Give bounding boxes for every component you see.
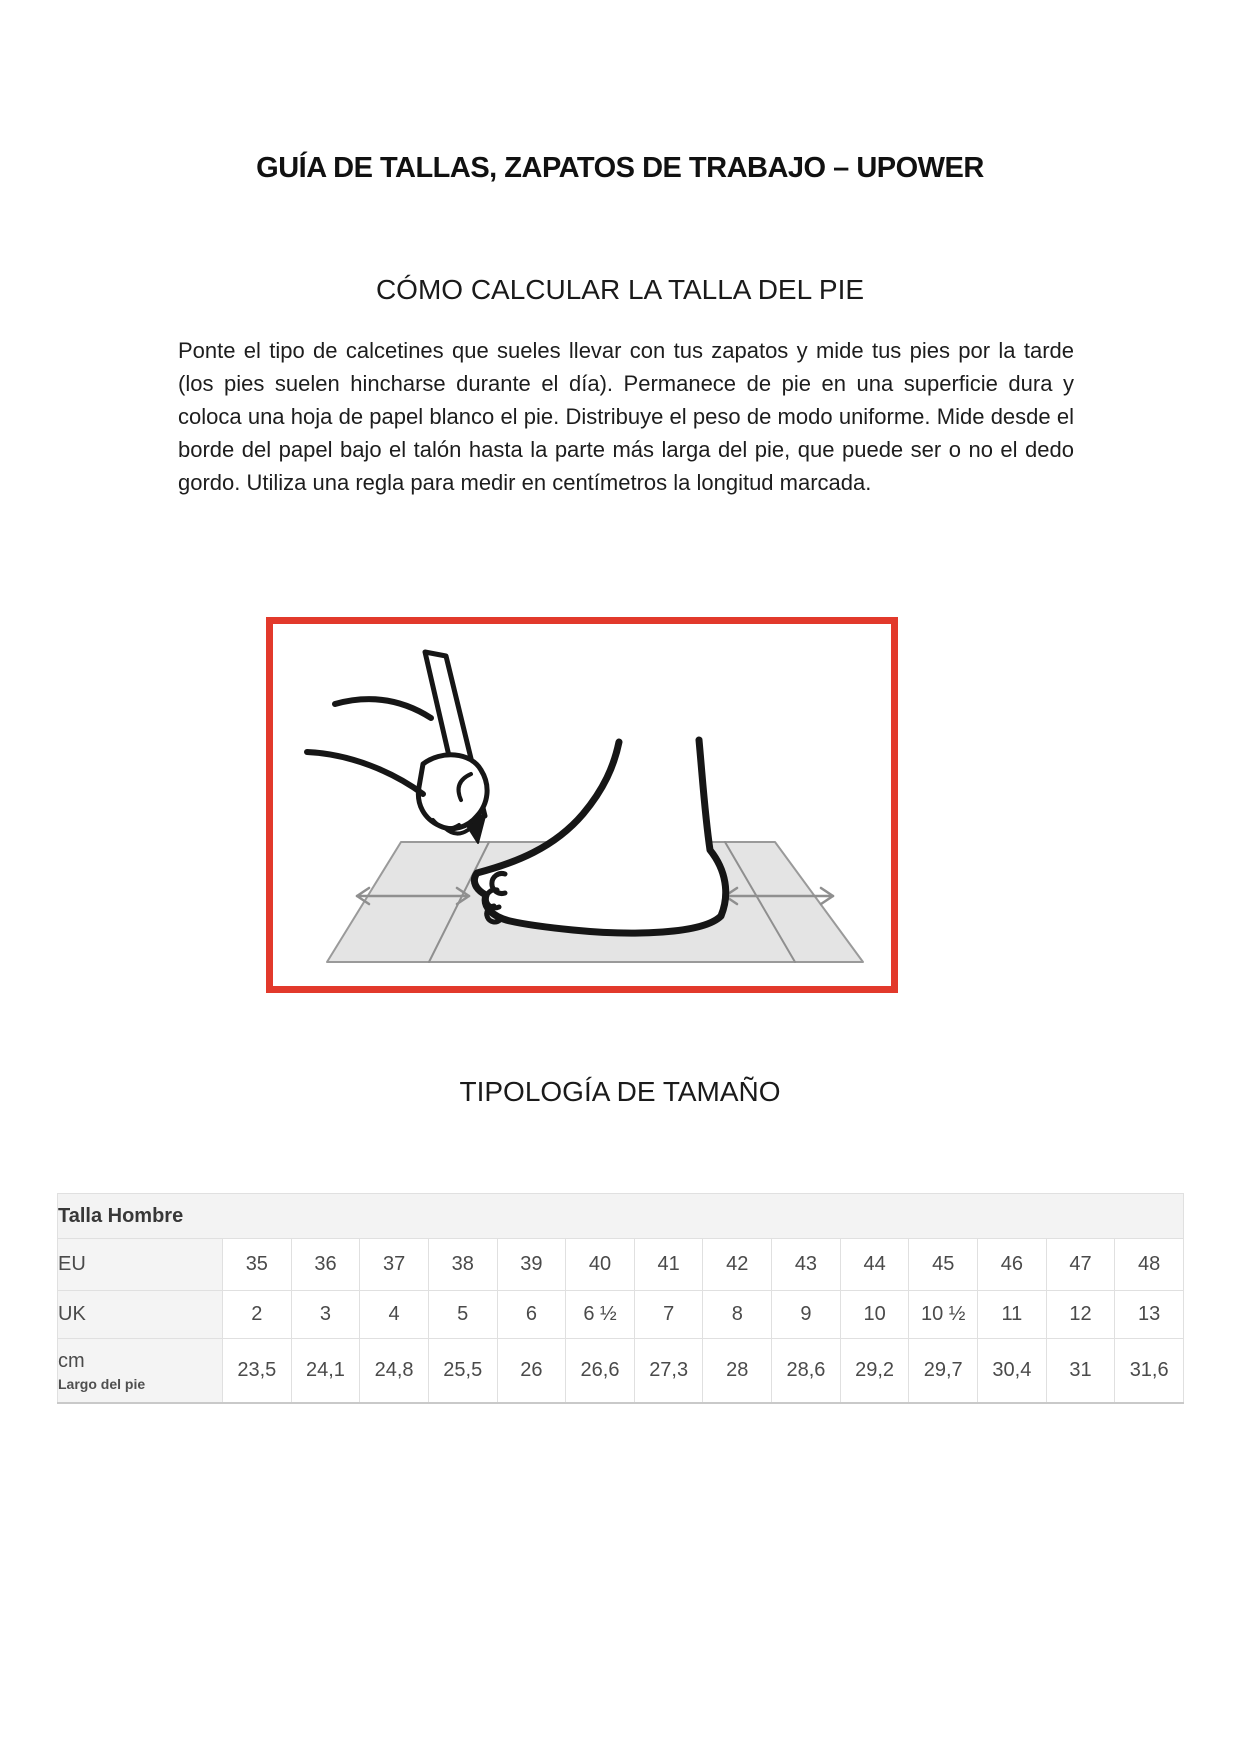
size-table bbox=[57, 1193, 1184, 1404]
size-cell: 31,6 bbox=[1115, 1339, 1184, 1404]
size-cell: 3 bbox=[291, 1291, 360, 1339]
table-title: Talla Hombre bbox=[58, 1194, 1184, 1239]
size-cell: 30,4 bbox=[978, 1339, 1047, 1404]
size-cell: 6 ½ bbox=[566, 1291, 635, 1339]
size-cell: 39 bbox=[497, 1239, 566, 1291]
size-cell: 24,1 bbox=[291, 1339, 360, 1404]
size-cell: 29,2 bbox=[840, 1339, 909, 1404]
size-cell: 27,3 bbox=[634, 1339, 703, 1404]
section-heading-size-typology: TIPOLOGÍA DE TAMAÑO bbox=[459, 1076, 781, 1107]
table-title-row bbox=[58, 1194, 1184, 1239]
size-cell: 44 bbox=[840, 1239, 909, 1291]
size-cell: 35 bbox=[223, 1239, 292, 1291]
size-cell: 23,5 bbox=[223, 1339, 292, 1404]
size-cell: 41 bbox=[634, 1239, 703, 1291]
size-cell: 2 bbox=[223, 1291, 292, 1339]
size-cell: 4 bbox=[360, 1291, 429, 1339]
size-cell: 31 bbox=[1046, 1339, 1115, 1404]
size-cell: 47 bbox=[1046, 1239, 1115, 1291]
instructions-paragraph: Ponte el tipo de calcetines que sueles llevar con tus zapatos y mide tus pies por la tarde (los pies suelen hincharse durante el día). Permanece de pie en una superficie dura y coloca una hoja de papel blanco el pie. Distribuye el peso de modo uniforme. Mide desde el borde del papel bajo el talón hasta la parte más larga del pie, que puede ser o no el dedo gordo. Utiliza una regla para medir en centímetros la longitud marcada. bbox=[178, 338, 1074, 495]
table-row bbox=[58, 1291, 1184, 1339]
table-row bbox=[58, 1339, 1184, 1404]
size-cell: 10 ½ bbox=[909, 1291, 978, 1339]
size-cell: 25,5 bbox=[428, 1339, 497, 1404]
size-cell: 8 bbox=[703, 1291, 772, 1339]
size-cell: 38 bbox=[428, 1239, 497, 1291]
size-cell: 46 bbox=[978, 1239, 1047, 1291]
size-cell: 43 bbox=[772, 1239, 841, 1291]
size-cell: 37 bbox=[360, 1239, 429, 1291]
measurement-figure bbox=[266, 617, 898, 993]
size-cell: 36 bbox=[291, 1239, 360, 1291]
foot-outline bbox=[474, 740, 725, 933]
size-cell: 7 bbox=[634, 1291, 703, 1339]
row-label: cm Largo del pie bbox=[58, 1339, 223, 1404]
size-cell: 5 bbox=[428, 1291, 497, 1339]
size-cell: 40 bbox=[566, 1239, 635, 1291]
foot-measurement-illustration bbox=[273, 624, 891, 986]
size-cell: 28,6 bbox=[772, 1339, 841, 1404]
size-cell: 45 bbox=[909, 1239, 978, 1291]
size-cell: 42 bbox=[703, 1239, 772, 1291]
row-sublabel: Largo del pie bbox=[58, 1375, 146, 1392]
table-row bbox=[58, 1239, 1184, 1291]
size-cell: 29,7 bbox=[909, 1339, 978, 1404]
size-cell: 12 bbox=[1046, 1291, 1115, 1339]
size-cell: 10 bbox=[840, 1291, 909, 1339]
row-label: UK bbox=[58, 1291, 223, 1339]
size-cell: 13 bbox=[1115, 1291, 1184, 1339]
row-label: EU bbox=[58, 1239, 223, 1291]
size-cell: 28 bbox=[703, 1339, 772, 1404]
size-cell: 11 bbox=[978, 1291, 1047, 1339]
hand-with-pencil bbox=[307, 652, 487, 843]
size-cell: 26 bbox=[497, 1339, 566, 1404]
page-title: GUÍA DE TALLAS, ZAPATOS DE TRABAJO – UPOWER bbox=[256, 152, 984, 184]
size-cell: 24,8 bbox=[360, 1339, 429, 1404]
size-cell: 9 bbox=[772, 1291, 841, 1339]
size-cell: 26,6 bbox=[566, 1339, 635, 1404]
size-cell: 6 bbox=[497, 1291, 566, 1339]
size-cell: 48 bbox=[1115, 1239, 1184, 1291]
section-heading-how-to-measure: CÓMO CALCULAR LA TALLA DEL PIE bbox=[375, 274, 865, 305]
